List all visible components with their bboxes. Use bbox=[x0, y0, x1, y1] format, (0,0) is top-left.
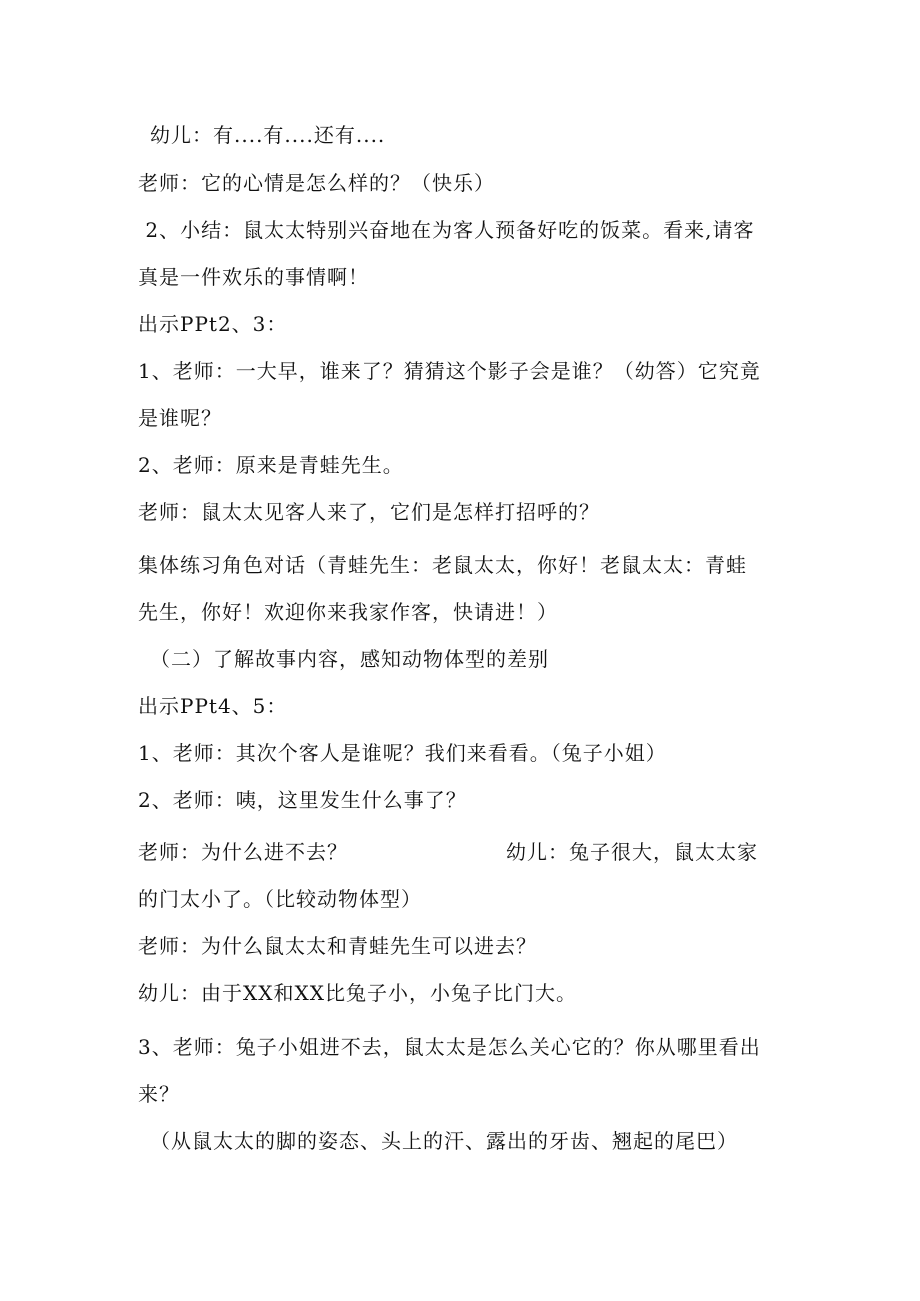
text-line-9: 老师：鼠太太见客人来了，它们是怎样打招呼的？ bbox=[138, 500, 600, 524]
text-line-10: 集体练习角色对话（青蛙先生：老鼠太太，你好！老鼠太太：青蛙 bbox=[138, 553, 747, 577]
text-line-11: 先生，你好！欢迎你来我家作客，快请进！） bbox=[138, 600, 558, 624]
text-line-12: （二）了解故事内容，感知动物体型的差别 bbox=[150, 647, 549, 671]
text-line-6: 1、老师：一大早，谁来了？猜猜这个影子会是谁？（幼答）它究竟 bbox=[138, 359, 761, 383]
text-line-2: 老师：它的心情是怎么样的？（快乐） bbox=[138, 171, 495, 195]
text-line-1: 幼儿：有....有....还有.... bbox=[150, 123, 386, 147]
text-line-5: 出示PPt2、3： bbox=[138, 312, 288, 336]
text-line-22: （从鼠太太的脚的姿态、头上的汗、露出的牙齿、翘起的尾巴） bbox=[150, 1129, 738, 1153]
text-line-18: 老师：为什么鼠太太和青蛙先生可以进去？ bbox=[138, 934, 537, 958]
text-line-13: 出示PPt4、5： bbox=[138, 694, 288, 718]
text-line-16: 老师：为什么进不去？ bbox=[138, 840, 348, 864]
text-line-15: 2、老师：咦，这里发生什么事了？ bbox=[138, 788, 467, 812]
text-line-20: 3、老师：兔子小姐进不去，鼠太太是怎么关心它的？你从哪里看出 bbox=[138, 1035, 761, 1059]
text-line-3: 2、小结：鼠太太特别兴奋地在为客人预备好吃的饭菜。看来,请客 bbox=[138, 218, 755, 242]
text-line-21: 来？ bbox=[138, 1082, 180, 1106]
text-line-7: 是谁呢？ bbox=[138, 406, 222, 430]
text-line-14: 1、老师：其次个客人是谁呢？我们来看看。（兔子小姐） bbox=[138, 741, 667, 765]
text-line-19: 幼儿：由于XX和XX比兔子小，小兔子比门大。 bbox=[138, 981, 577, 1005]
text-line-4: 真是一件欢乐的事情啊！ bbox=[138, 265, 369, 289]
text-line-16b: 幼儿：兔子很大，鼠太太家 bbox=[506, 840, 758, 864]
text-line-17: 的门太小了。（比较动物体型） bbox=[138, 887, 422, 911]
text-line-8: 2、老师：原来是青蛙先生。 bbox=[138, 453, 404, 477]
